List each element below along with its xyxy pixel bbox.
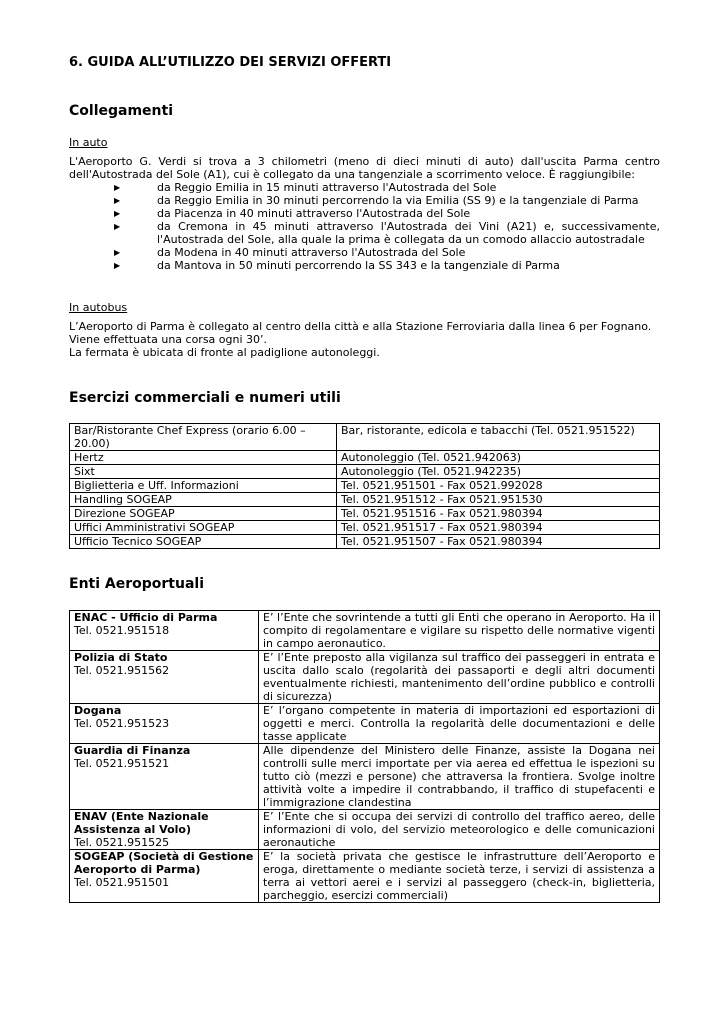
arrow-bullet-icon: ▶ bbox=[114, 209, 121, 218]
in-autobus-text: L’Aeroporto di Parma è collegato al centro della città e alla Stazione Ferroviaria dalla linea 6 per Fognano. Viene effettuata una corsa ogni 30’. La fermata è ubicata di fronte al padiglione autonoleggi. bbox=[69, 320, 652, 359]
table-row: Sixt Autonoleggio (Tel. 0521.942235) bbox=[70, 465, 660, 479]
table-row: Ufficio Tecnico SOGEAP Tel. 0521.951507 - Fax 0521.980394 bbox=[70, 535, 660, 549]
arrow-bullet-icon: ▶ bbox=[114, 222, 121, 231]
section-title: 6. GUIDA ALL’UTILIZZO DEI SERVIZI OFFERTI bbox=[69, 55, 392, 70]
ente-tel: Tel. 0521.951523 bbox=[74, 717, 170, 730]
table-row: Hertz Autonoleggio (Tel. 0521.942063) bbox=[70, 451, 660, 465]
table-row: Biglietteria e Uff. Informazioni Tel. 0521.951501 - Fax 0521.992028 bbox=[70, 479, 660, 493]
esercizi-table bbox=[69, 423, 660, 549]
enti-heading: Enti Aeroportuali bbox=[69, 576, 204, 592]
arrow-bullet-icon: ▶ bbox=[114, 183, 121, 192]
table-row bbox=[70, 651, 660, 704]
ente-desc: E’ l’Ente preposto alla vigilanza sul traffico dei passeggeri in entrata e uscita dallo scalo (regolarità dei passaporti e degli altri documenti eventualmente richiesti, mantenimento dell’ordine pubblico e controlli di sicurezza) bbox=[259, 651, 660, 704]
list-item: ▶ da Mantova in 50 minuti percorrendo la SS 343 e la tangenziale di Parma bbox=[114, 259, 560, 272]
table-row bbox=[70, 744, 660, 810]
in-auto-label: In auto bbox=[69, 136, 108, 149]
arrow-bullet-icon: ▶ bbox=[114, 196, 121, 205]
list-item: ▶ da Reggio Emilia in 15 minuti attraverso l'Autostrada del Sole bbox=[114, 181, 497, 194]
ente-name: Polizia di Stato bbox=[74, 651, 168, 664]
collegamenti-heading: Collegamenti bbox=[69, 103, 173, 119]
list-item: ▶ da Cremona in 45 minuti attraverso l'Autostrada dei Vini (A21) e, successivamente, l'Autostrada del Sole, alla quale la prima è collegata da un comodo allaccio autostradale bbox=[114, 220, 660, 246]
table-row: Direzione SOGEAP Tel. 0521.951516 - Fax 0521.980394 bbox=[70, 507, 660, 521]
ente-tel: Tel. 0521.951501 bbox=[74, 876, 170, 889]
ente-desc: Alle dipendenze del Ministero delle Finanze, assiste la Dogana nei controlli sulle merci importate per via aerea ed effettua le ispezioni su tutto ciò (mezzi e persone) che attraversa la frontiera. Svolge inoltre attività volte a impedire il contrabbando, il traffico di stupefacenti e l’immigrazione clandestina bbox=[259, 744, 660, 810]
table-row bbox=[70, 810, 660, 850]
ente-desc: E’ l’organo competente in materia di importazioni ed esportazioni di oggetti e merci. Controlla la regolarità delle documentazioni e delle tasse applicate bbox=[259, 704, 660, 744]
in-autobus-label: In autobus bbox=[69, 301, 128, 314]
arrow-bullet-icon: ▶ bbox=[114, 248, 121, 257]
ente-tel: Tel. 0521.951518 bbox=[74, 624, 170, 637]
ente-name: Guardia di Finanza bbox=[74, 744, 191, 757]
ente-name: ENAV (Ente Nazionale Assistenza al Volo) bbox=[74, 810, 209, 836]
in-auto-intro: L'Aeroporto G. Verdi si trova a 3 chilometri (meno di dieci minuti di auto) dall'uscita Parma centro dell'Autostrada del Sole (A1), cui è collegato da una tangenziale a scorrimento veloce. È raggiungibile: bbox=[69, 155, 660, 181]
ente-name: SOGEAP (Società di Gestione Aeroporto di Parma) bbox=[74, 850, 254, 876]
ente-desc: E’ l’Ente che si occupa dei servizi di controllo del traffico aereo, delle informazioni di volo, del servizio meteorologico e delle comunicazioni aeronautiche bbox=[259, 810, 660, 850]
table-row bbox=[70, 704, 660, 744]
ente-tel: Tel. 0521.951521 bbox=[74, 757, 170, 770]
ente-tel: Tel. 0521.951562 bbox=[74, 664, 170, 677]
ente-desc: E’ l’Ente che sovrintende a tutti gli Enti che operano in Aeroporto. Ha il compito di regolamentare e vigilare su rispetto delle normative vigenti in campo aeronautico. bbox=[259, 611, 660, 651]
list-item: ▶ da Reggio Emilia in 30 minuti percorrendo la via Emilia (SS 9) e la tangenziale di Parma bbox=[114, 194, 639, 207]
route-list bbox=[69, 181, 660, 272]
ente-desc: E’ la società privata che gestisce le infrastrutture dell’Aeroporto e eroga, direttamente o mediante società terze, i servizi di assistenza a terra ai vettori aerei e i servizi al passeggero (check-in, biglietteria, parcheggio, esercizi commerciali) bbox=[259, 850, 660, 903]
list-item: ▶ da Modena in 40 minuti attraverso l'Autostrada del Sole bbox=[114, 246, 466, 259]
esercizi-heading: Esercizi commerciali e numeri utili bbox=[69, 390, 341, 406]
ente-tel: Tel. 0521.951525 bbox=[74, 836, 170, 849]
ente-name: Dogana bbox=[74, 704, 122, 717]
table-row bbox=[70, 611, 660, 651]
table-row bbox=[70, 850, 660, 903]
arrow-bullet-icon: ▶ bbox=[114, 261, 121, 270]
list-item: ▶ da Piacenza in 40 minuti attraverso l'Autostrada del Sole bbox=[114, 207, 471, 220]
table-row: Bar/Ristorante Chef Express (orario 6.00 – 20.00) Bar, ristorante, edicola e tabacchi (Tel. 0521.951522) bbox=[70, 424, 660, 451]
table-row: Handling SOGEAP Tel. 0521.951512 - Fax 0521.951530 bbox=[70, 493, 660, 507]
table-row: Uffici Amministrativi SOGEAP Tel. 0521.951517 - Fax 0521.980394 bbox=[70, 521, 660, 535]
ente-name: ENAC - Ufficio di Parma bbox=[74, 611, 218, 624]
enti-table bbox=[69, 610, 660, 903]
